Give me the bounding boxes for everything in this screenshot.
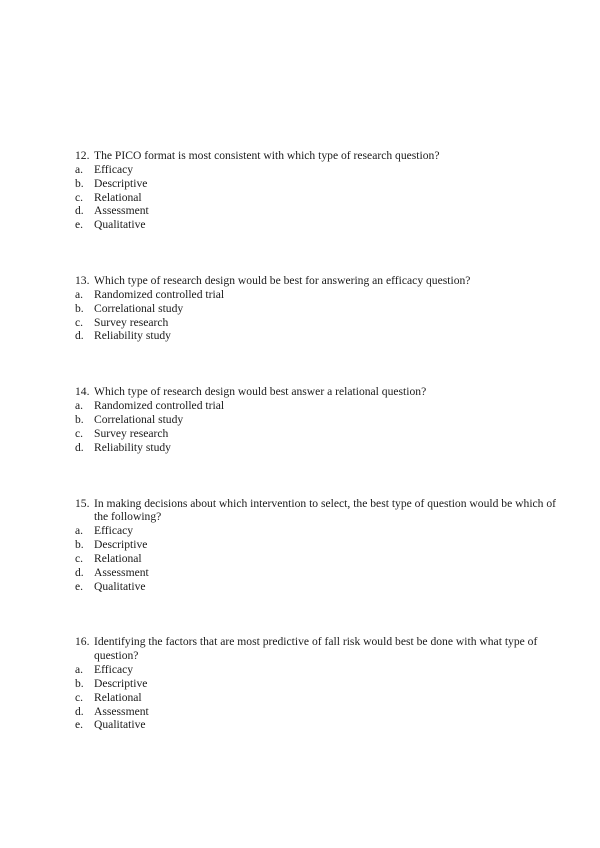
answer-option[interactable] <box>75 705 565 719</box>
question-number: 13. <box>75 274 90 288</box>
answer-option[interactable] <box>75 441 565 455</box>
question-number: 16. <box>75 635 90 649</box>
answer-option-letter: c. <box>75 426 84 440</box>
answer-option[interactable] <box>75 218 565 232</box>
answer-option[interactable] <box>75 329 565 343</box>
answer-option-letter: b. <box>75 301 84 315</box>
question-stem-text: Identifying the factors that are most predictive of fall risk would best be done with what type of question? <box>94 635 538 663</box>
answer-option-text: Efficacy <box>94 162 134 176</box>
answer-option[interactable] <box>75 316 565 330</box>
answer-option-text: Efficacy <box>94 663 134 677</box>
answer-option-letter: a. <box>75 399 84 413</box>
answer-option-text: Survey research <box>94 426 169 440</box>
answer-option-text: Survey research <box>94 315 169 329</box>
question-stem-text: Which type of research design would be best for answering an efficacy question? <box>94 274 471 288</box>
answer-option[interactable] <box>75 427 565 441</box>
answer-option-text: Randomized controlled trial <box>94 399 225 413</box>
answer-option-text: Relational <box>94 690 142 704</box>
question-stem-text: In making decisions about which intervention to select, the best type of question would be which of the following? <box>94 496 557 524</box>
answer-option-text: Qualitative <box>94 718 146 732</box>
answer-option[interactable] <box>75 691 565 705</box>
answer-option-text: Assessment <box>94 204 149 218</box>
question-stem-text: Which type of research design would best answer a relational question? <box>94 385 427 399</box>
answer-option[interactable] <box>75 580 565 594</box>
answer-option-letter: e. <box>75 579 84 593</box>
question-block <box>75 635 565 732</box>
answer-option-letter: a. <box>75 287 84 301</box>
question-block <box>75 385 565 454</box>
answer-option-list <box>75 163 565 232</box>
question-number: 14. <box>75 385 90 399</box>
answer-option[interactable] <box>75 663 565 677</box>
answer-option-text: Correlational study <box>94 301 184 315</box>
question-list <box>75 149 565 732</box>
answer-option-letter: d. <box>75 204 84 218</box>
answer-option-text: Assessment <box>94 704 149 718</box>
question-stem <box>75 497 565 525</box>
answer-option-letter: b. <box>75 412 84 426</box>
question-block <box>75 149 565 232</box>
answer-option-text: Qualitative <box>94 218 146 232</box>
question-number: 15. <box>75 496 90 510</box>
answer-option-list <box>75 399 565 454</box>
answer-option-letter: e. <box>75 718 84 732</box>
question-stem <box>75 635 565 663</box>
answer-option-text: Assessment <box>94 565 149 579</box>
answer-option-list <box>75 663 565 732</box>
answer-option[interactable] <box>75 191 565 205</box>
answer-option-letter: b. <box>75 176 84 190</box>
answer-option-letter: e. <box>75 218 84 232</box>
answer-option-text: Randomized controlled trial <box>94 287 225 301</box>
answer-option-letter: c. <box>75 551 84 565</box>
answer-option-text: Relational <box>94 551 142 565</box>
answer-option-letter: a. <box>75 663 84 677</box>
answer-option[interactable] <box>75 677 565 691</box>
answer-option-letter: c. <box>75 690 84 704</box>
question-block <box>75 497 565 594</box>
question-stem <box>75 274 565 288</box>
answer-option[interactable] <box>75 288 565 302</box>
answer-option[interactable] <box>75 538 565 552</box>
answer-option-text: Reliability study <box>94 329 171 343</box>
answer-option-letter: a. <box>75 524 84 538</box>
question-stem <box>75 385 565 399</box>
answer-option-text: Relational <box>94 190 142 204</box>
answer-option-letter: d. <box>75 704 84 718</box>
answer-option-letter: b. <box>75 538 84 552</box>
answer-option-letter: c. <box>75 190 84 204</box>
answer-option[interactable] <box>75 718 565 732</box>
answer-option-letter: d. <box>75 329 84 343</box>
answer-option-letter: a. <box>75 162 84 176</box>
answer-option[interactable] <box>75 302 565 316</box>
answer-option-letter: c. <box>75 315 84 329</box>
answer-option[interactable] <box>75 163 565 177</box>
answer-option-text: Descriptive <box>94 176 148 190</box>
question-block <box>75 274 565 343</box>
answer-option[interactable] <box>75 552 565 566</box>
answer-option-list <box>75 288 565 343</box>
answer-option-list <box>75 524 565 593</box>
answer-option-text: Descriptive <box>94 538 148 552</box>
answer-option-text: Reliability study <box>94 440 171 454</box>
answer-option-text: Correlational study <box>94 412 184 426</box>
answer-option-letter: d. <box>75 440 84 454</box>
answer-option[interactable] <box>75 524 565 538</box>
question-stem-text: The PICO format is most consistent with which type of research question? <box>94 149 440 162</box>
answer-option-letter: d. <box>75 565 84 579</box>
answer-option[interactable] <box>75 413 565 427</box>
answer-option[interactable] <box>75 399 565 413</box>
question-stem <box>75 149 565 163</box>
answer-option[interactable] <box>75 566 565 580</box>
answer-option-text: Qualitative <box>94 579 146 593</box>
answer-option[interactable] <box>75 204 565 218</box>
answer-option-text: Descriptive <box>94 676 148 690</box>
answer-option-text: Efficacy <box>94 524 134 538</box>
question-number: 12. <box>75 149 90 162</box>
answer-option[interactable] <box>75 177 565 191</box>
answer-option-letter: b. <box>75 676 84 690</box>
